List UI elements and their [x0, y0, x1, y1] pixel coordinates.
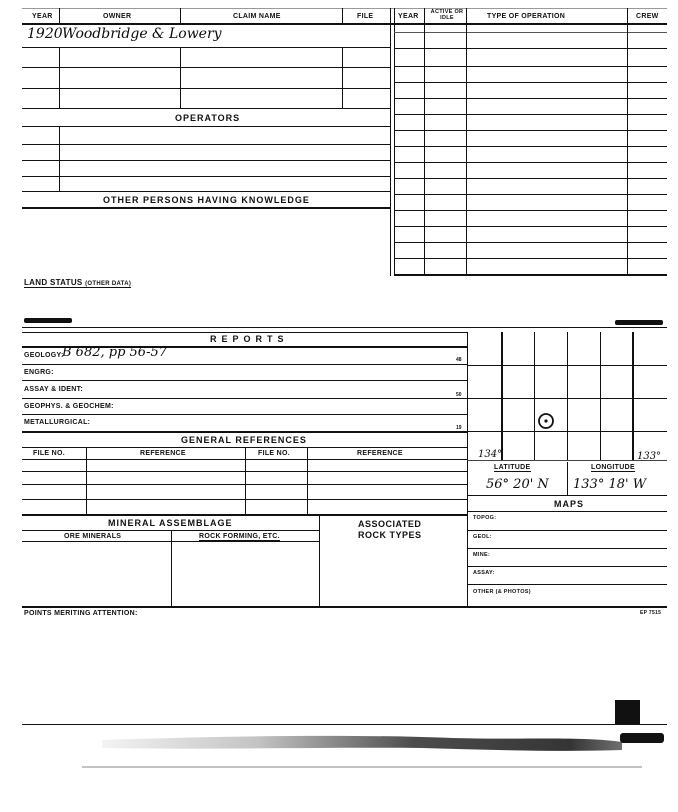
maps-other: OTHER (& PHOTOS): [473, 589, 531, 595]
grid-right-lon: 133°: [637, 451, 662, 462]
longitude-label: LONGITUDE: [591, 464, 635, 471]
location-marker-icon: [537, 412, 555, 430]
associated-header: ASSOCIATED: [358, 519, 422, 529]
header-active-or-idle: ACTIVE OR IDLE: [430, 9, 464, 21]
entry-year: 1920: [27, 26, 63, 42]
report-metallurgical-label: METALLURGICAL:: [24, 419, 91, 426]
header-type-of-operation: TYPE OF OPERATION: [487, 13, 566, 20]
header-crew: CREW: [636, 13, 659, 20]
header-owner: OWNER: [103, 13, 132, 20]
report-geophys-label: GEOPHYS. & GEOCHEM:: [24, 403, 114, 410]
rock-forming-header: ROCK FORMING, ETC.: [199, 533, 280, 540]
operators-label: OPERATORS: [175, 113, 241, 123]
header-file: FILE: [357, 13, 374, 20]
maps-topog: TOPOG:: [473, 515, 497, 521]
report-assay-code: 50: [456, 392, 462, 398]
maps-title: MAPS: [554, 499, 585, 509]
genref-header-reference-2: REFERENCE: [357, 450, 403, 457]
report-geology-code: 48: [456, 357, 462, 363]
header-claim-name: CLAIM NAME: [233, 13, 281, 20]
report-geology-value: B 682, pp 56-57: [62, 345, 168, 360]
latitude-label: LATITUDE: [494, 464, 531, 471]
header-year: YEAR: [32, 13, 53, 20]
header-year-2: YEAR: [398, 13, 419, 20]
genref-header-file-no-1: FILE NO.: [33, 450, 65, 457]
land-status-label: LAND STATUS: [24, 278, 83, 287]
entry-owner: Woodbridge & Lowery: [62, 26, 222, 42]
maps-assay: ASSAY:: [473, 570, 495, 576]
general-references-title: GENERAL REFERENCES: [181, 435, 307, 445]
report-metallurgical-code: 19: [456, 425, 462, 431]
reports-title: REPORTS: [210, 334, 289, 344]
report-assay-label: ASSAY & IDENT:: [24, 386, 84, 393]
points-meriting-label: POINTS MERITING ATTENTION:: [24, 610, 138, 617]
genref-header-file-no-2: FILE NO.: [258, 450, 290, 457]
maps-mine: MINE:: [473, 552, 491, 558]
latitude-value: 56° 20' N: [486, 477, 549, 492]
land-status-sub: (OTHER DATA): [85, 281, 132, 287]
rock-types-header: ROCK TYPES: [358, 530, 422, 540]
grid-left-lon: 134°: [478, 449, 503, 460]
other-persons-label: OTHER PERSONS HAVING KNOWLEDGE: [103, 195, 310, 205]
maps-geol: GEOL:: [473, 534, 492, 540]
genref-header-reference-1: REFERENCE: [140, 450, 186, 457]
ore-minerals-header: ORE MINERALS: [64, 533, 122, 540]
longitude-value: 133° 18' W: [573, 477, 647, 492]
form-number: EP 7515: [640, 610, 662, 616]
report-engrg-label: ENGRG:: [24, 369, 54, 376]
report-geology-label: GEOLOGY:: [24, 352, 64, 359]
mineral-assemblage-title: MINERAL ASSEMBLAGE: [108, 518, 233, 528]
